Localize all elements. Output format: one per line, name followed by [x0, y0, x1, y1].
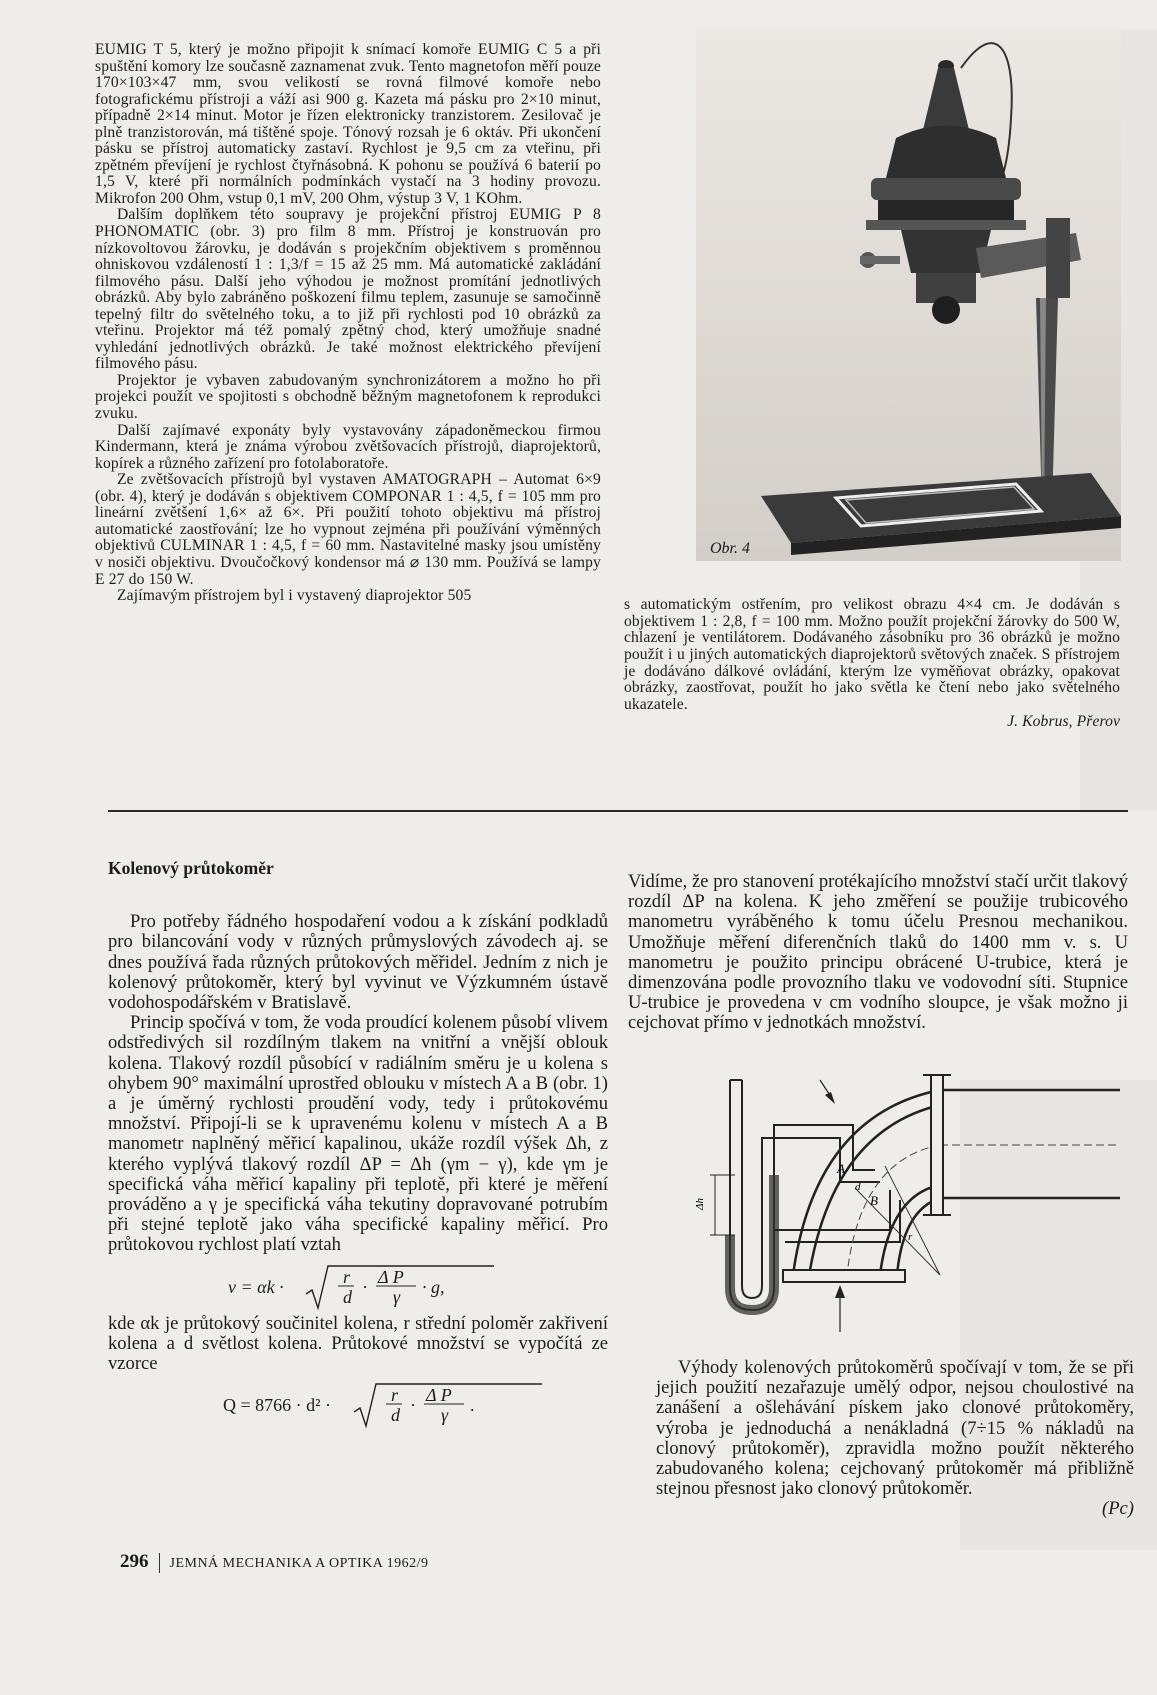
article-heading: Kolenový průtokoměr [108, 858, 274, 878]
formula-den: d [391, 1405, 400, 1426]
article-right-column-continued [656, 1358, 1134, 1520]
top-left-column [95, 42, 601, 605]
formula-dot: · [362, 1276, 368, 1297]
formula-tail: · g, [422, 1276, 445, 1297]
formula-lhs: Q = 8766 · d² · [223, 1395, 332, 1416]
paragraph: Další zajímavé exponáty byly vystavovány západoněmeckou firmou Kindermann, která je známa výrobou zvětšovacích přístrojů, diaprojektorů, kopírek a různého zařízení pro fotolaboratoře. [95, 421, 601, 472]
journal-name: JEMNÁ MECHANIKA A OPTIKA 1962/9 [169, 1556, 429, 1571]
article-right-column [628, 872, 1128, 1034]
figure-caption: Obr. 4 [710, 540, 751, 557]
article-left-column [108, 858, 608, 1426]
paragraph: Ze zvětšovacích přístrojů byl vystaven AMATOGRAPH – Automat 6×9 (obr. 4), který je dodáván s objektivem COMPONAR 1 : 4,5, f = 105 mm pro lineární zvětšení 1,6× až 6×. Při použití tohoto objektivu má přístroj automatické zaostřování; lze ho vypnout zejména při používání výměnných objektivů CULMINAR 1 : 4,5, f = 60 mm. Nastavitelné masky jsou umístěny v nosiči objektivu. Dvoučočkový kondensor má ⌀ 130 mm. Používá se lampy E 27 do 150 W. [95, 471, 601, 588]
paragraph: Zajímavým přístrojem byl i vystavený diaprojektor 505 [117, 587, 472, 605]
author-signature: J. Kobrus, Přerov [1007, 712, 1120, 730]
enlarger-photo [696, 28, 1121, 561]
label-a: A [837, 1161, 845, 1176]
page-footer [120, 1551, 428, 1573]
enlarger-illustration [696, 28, 1121, 561]
label-d: d [855, 1181, 861, 1193]
formula-num: Δ P [378, 1266, 404, 1287]
paragraph: Vidíme, že pro stanovení protékajícího množství stačí určit tlakový rozdíl ΔP na kolena. K jeho změření se použije trubicového manometru vyráběného k tomu účelu Presnou mechanikou. Umožňuje měření diferenčních tlaků do 1400 mm v. s. U manometru je použito principu obrácené U-trubice, která je dimenzována podle provozního tlaku ve vodovodní síti. Stupnice U-trubice je provedena v cm vodního sloupce, je však možno ji cejchovat přímo v jednotkách množství. [628, 871, 1128, 1034]
elbow-flowmeter-diagram [675, 1070, 1120, 1335]
paragraph: Pro potřeby řádného hospodaření vodou a k získání podkladů pro bilancování vody v různých průmyslových závodech aj. se dnes používá řada různých průtokových měřidel. Jedním z nich je kolenový průtokoměr, který byl vyvinut ve Výzkumném ústavě vodohospodářském v Bratislavě. [108, 911, 608, 1014]
delta-h-label: Δh [694, 1198, 706, 1210]
paragraph: s automatickým ostřením, pro velikost obrazu 4×4 cm. Je dodáván s objektivem 1 : 2,8, f = 100 mm. Možno použít projekční žárovky do 500 W, chlazení je ventilátorem. Dodávaného zásobníku pro 36 obrázků je možno použít i u jiných automatických diaprojektorů světových značek. S přístrojem je dodáváno dálkové ovládání, kterým lze vyměňovat obrázky, opakovat obrázky, zaostřovat, použít ho jako světla ke čtení nebo jako světelného ukazatele. [624, 596, 1120, 713]
paragraph: Princip spočívá v tom, že voda proudící kolenem působí vlivem odstředivých sil rozdílným tlakem na vnitřní a vnější oblouk kolena. Tlakový rozdíl působící v radiálním směru je u kolena s ohybem 90° maximální uprostřed oblouku v místech A a B (obr. 1) a je úměrný rychlosti proudění vody, tedy i průtokovému množství. Připojí-li se k upravenému kolenu v místech A a B manometr naplněný měřicí kapalinou, ukáže rozdíl výšek Δh, z kterého vyplývá tlakový rozdíl ΔP = Δh (γm − γ), kde γm je specifická váha měřicí kapaliny při teplotě, při které je měření prováděno a γ je specifická váha tekutiny dopravované potrubím při stejné teplotě jako váha specifické kapaliny měřicí. Pro průtokovou rychlost platí vztah [108, 1012, 608, 1256]
section-divider [108, 810, 1128, 812]
formula-num: r [391, 1385, 399, 1406]
page-number: 296 [120, 1551, 149, 1572]
formula-den: d [343, 1286, 352, 1307]
velocity-formula [108, 1264, 608, 1308]
author-signature: (Pc) [1102, 1498, 1134, 1520]
flow-formula [108, 1382, 608, 1426]
label-b: B [870, 1193, 878, 1208]
formula-den: γ [393, 1286, 401, 1307]
formula-num: Δ P [426, 1385, 452, 1406]
formula-tail: . [470, 1395, 475, 1416]
paragraph: Dalším doplňkem této soupravy je projekční přístroj EUMIG P 8 PHONOMATIC (obr. 3) pro film 8 mm. Přístroj je konstruován pro nízkovoltovou žárovku, je dodáván s projekčním objektivem s proměnnou ohniskovou vzdáleností 1 : 1,3/f = 15 až 25 mm. Má automatické zakládání filmového pásu. Další jeho výhodou je možnost promítání jednotlivých obrázků. Aby bylo zabráněno poškození filmu teplem, zasunuje se samočinně tepelný filtr do světelného toku, a to již při rychlosti pod 10 obrázků za vteřinu. Projektor má též pomalý zpětný chod, který umožňuje snadné vyhledání jednotlivých obrázků. Je také možnost elektrického převíjení filmového pásu. [95, 206, 601, 373]
paragraph: Výhody kolenových průtokoměrů spočívají v tom, že se při jejich použití nezařazuje umělý odpor, nejsou choulostivé na zanášení a ošlehávání pískem jako clonové průtokoměry, výroba je jednoduchá a nenákladná (7÷15 % nákladů na clonový průtokoměr), zpravidla možno použít některého zabudovaného kolena; cejchovaný průtokoměr má přibližně stejnou přesnost jako clonový průtokoměr. [656, 1357, 1134, 1500]
label-r: r [908, 1231, 913, 1243]
footer-separator [159, 1553, 160, 1573]
formula-dot: · [410, 1395, 416, 1416]
paragraph: Projektor je vybaven zabudovaným synchronizátorem a možno ho při projekci použít ve spojitosti s obchodně běžným magnetofonem k reprodukci zvuku. [95, 371, 601, 423]
formula-den: γ [441, 1405, 449, 1426]
paragraph: kde αk je průtokový součinitel kolena, r střední poloměr zakřivení kolena a d světlost kolena. Průtokové množství se vypočítá ze vzorce [108, 1312, 608, 1375]
top-right-column [624, 597, 1120, 730]
formula-num: r [343, 1266, 351, 1287]
paragraph: EUMIG T 5, který je možno připojit k snímací komoře EUMIG C 5 a při spuštění komory lze současně zaznamenat zvuk. Tento magnetofon měří pouze 170×103×47 mm, svou velikostí se rovná filmové komoře nebo fotografickému přístroji a váží asi 900 g. Kazeta má pásku pro 2×10 minut, případně 2×14 minut. Motor je řízen elektronicky tranzistorem. Zesilovač je plně tranzistorován, má tištěné spoje. Tónový rozsah je 6 oktáv. Při ukončení pásku se přístroj automaticky zastaví. Rychlost je 9,5 cm za vteřinu, při zpětném převíjení je rychlost čtyřnásobná. K pohonu se používá 6 baterií po 1,5 V, které při normálních podmínkách vystačí na 3 hodiny provozu. Mikrofon 200 Ohm, vstup 0,1 mV, 200 Ohm, výstup 3 V, 1 KOhm. [95, 41, 601, 207]
formula-lhs: v = αk · [228, 1276, 284, 1297]
